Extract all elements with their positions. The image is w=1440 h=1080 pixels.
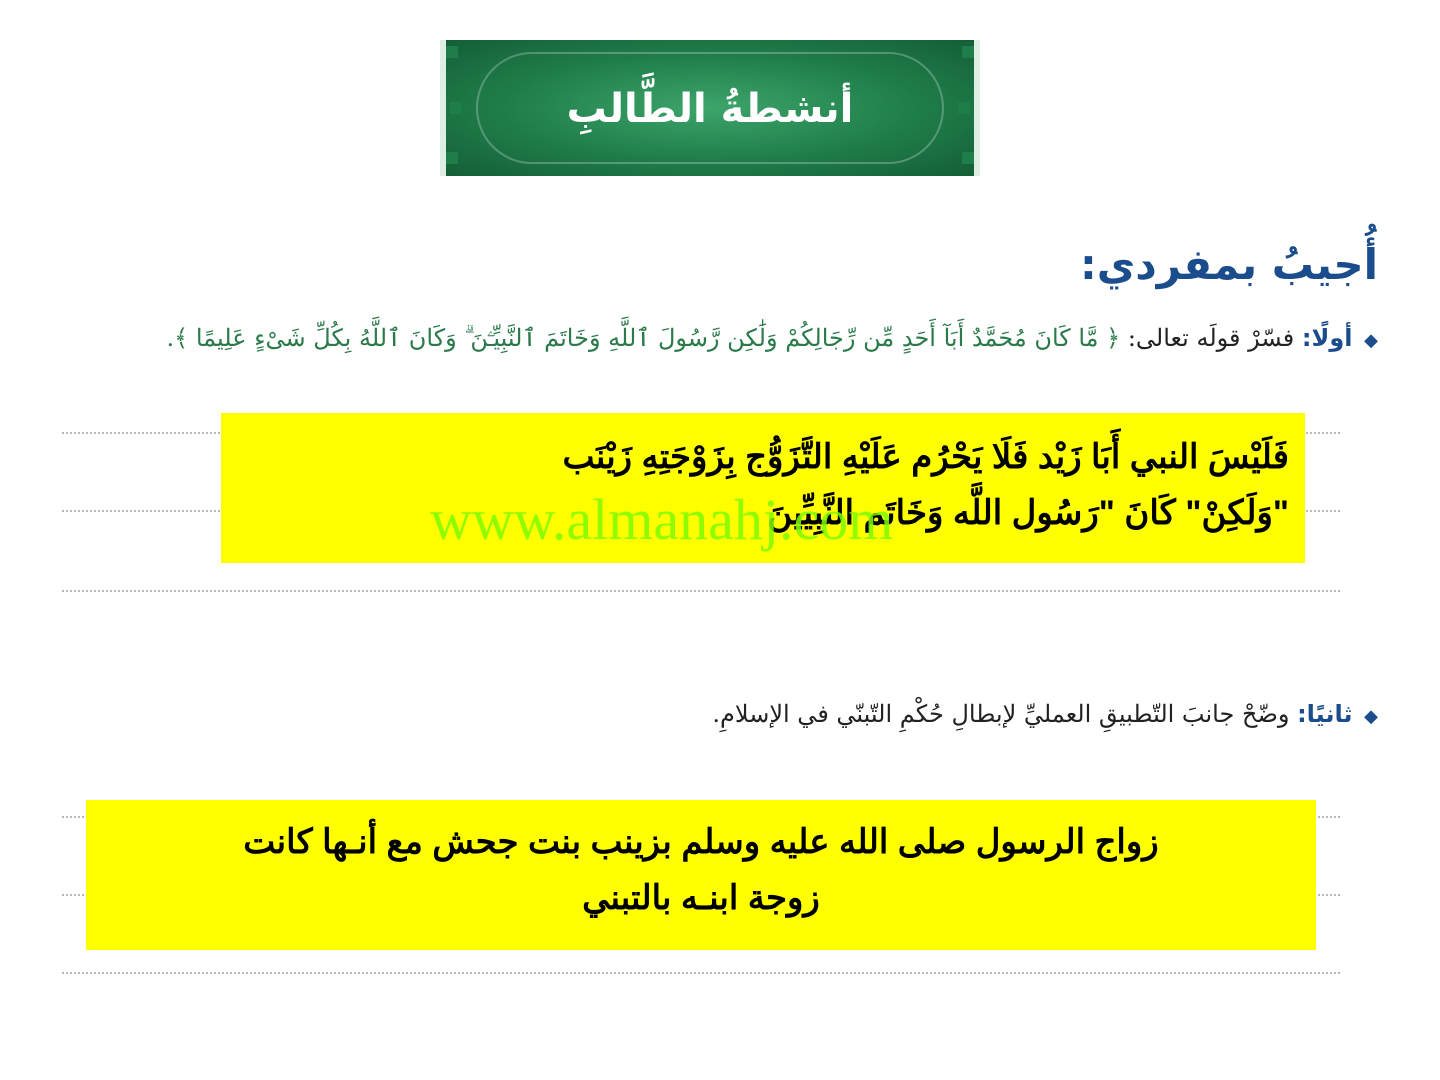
question-1 [167,324,1378,352]
watermark: www.almanahj.com [430,487,894,552]
answer-line [62,972,1340,974]
banner-corner-ornament [962,46,974,58]
banner-corner-ornament [962,152,974,164]
answer-1-line-2: "وَلَكِنْ" كَانَ "رَسُول اللَّه وَخَاتَم النَّبِيِّينَ [767,494,1289,532]
answer-2-line-2: زوجة ابنـه بالتبني [582,879,820,917]
banner-side-ornament [450,102,462,114]
section-heading: أُجيبُ بمفردي: [1079,240,1378,289]
question-2 [712,700,1378,728]
answer-2-box [86,800,1316,950]
banner-corner-ornament [446,46,458,58]
answer-line [62,590,1340,592]
quran-verse: ﴿ مَّا كَانَ مُحَمَّدٌ أَبَآ أَحَدٍ مِّن رِّجَالِكُمْ وَلَٰكِن رَّسُولَ ٱللَّهِ وَخَاتَمَ ٱلنَّبِيِّـۧنَ ۗ وَكَانَ ٱللَّهُ بِكُلِّ شَىْءٍ عَلِيمًا ﴾. [166,324,1121,352]
diamond-bullet-icon: ◆ [1364,706,1378,727]
banner-title: أنشطةُ الطَّالبِ [566,86,854,132]
answer-2-line-1: زواج الرسول صلى الله عليه وسلم بزينب بنت جحش مع أنـها كانت [243,823,1159,861]
question-1-prompt: فسّرْ قولَه تعالى: [1127,324,1295,352]
question-1-label: أولًا: [1301,324,1353,352]
question-2-prompt: وضّحْ جانبَ التّطبيقِ العمليِّ لإبطالِ حُكْمِ التّبنّي في الإسلامِ. [712,700,1290,728]
banner-corner-ornament [446,152,458,164]
answer-1-line-1: فَلَيْسَ النبي أَبَا زَيْد فَلَا يَحْرُم عَلَيْهِ التَّزَوُّج بِزَوْجَتِهِ زَيْنَب [562,438,1289,476]
question-2-label: ثانيًا: [1297,700,1353,728]
activities-banner [440,40,980,176]
diamond-bullet-icon: ◆ [1364,330,1378,351]
banner-side-ornament [958,102,970,114]
